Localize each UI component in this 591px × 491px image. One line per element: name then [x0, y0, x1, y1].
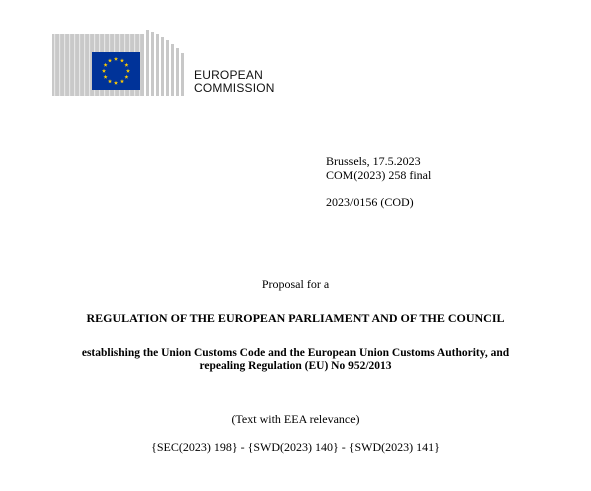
organization-name-line-1: EUROPEAN	[194, 68, 263, 82]
european-commission-logo-icon	[52, 28, 192, 96]
proposal-for-label: Proposal for a	[261, 277, 330, 291]
document-meta	[326, 154, 431, 209]
procedure-number: 2023/0156 (COD)	[326, 195, 414, 209]
subtitle-line-1: establishing the Union Customs Code and the European Union Customs Authority, and	[81, 347, 510, 359]
organization-name	[194, 69, 275, 95]
eea-relevance-note: (Text with EEA relevance)	[231, 412, 360, 426]
com-reference: COM(2023) 258 final	[326, 168, 432, 182]
regulation-title: REGULATION OF THE EUROPEAN PARLIAMENT AND OF THE COUNCIL	[86, 311, 505, 325]
organization-name-line-2: COMMISSION	[194, 81, 275, 95]
subtitle-line-2: repealing Regulation (EU) No 952/2013	[199, 360, 392, 372]
regulation-subtitle	[0, 347, 591, 373]
place-date: Brussels, 17.5.2023	[326, 154, 421, 168]
document-references: {SEC(2023) 198} - {SWD(2023) 140} - {SWD(2023) 141}	[151, 440, 440, 454]
